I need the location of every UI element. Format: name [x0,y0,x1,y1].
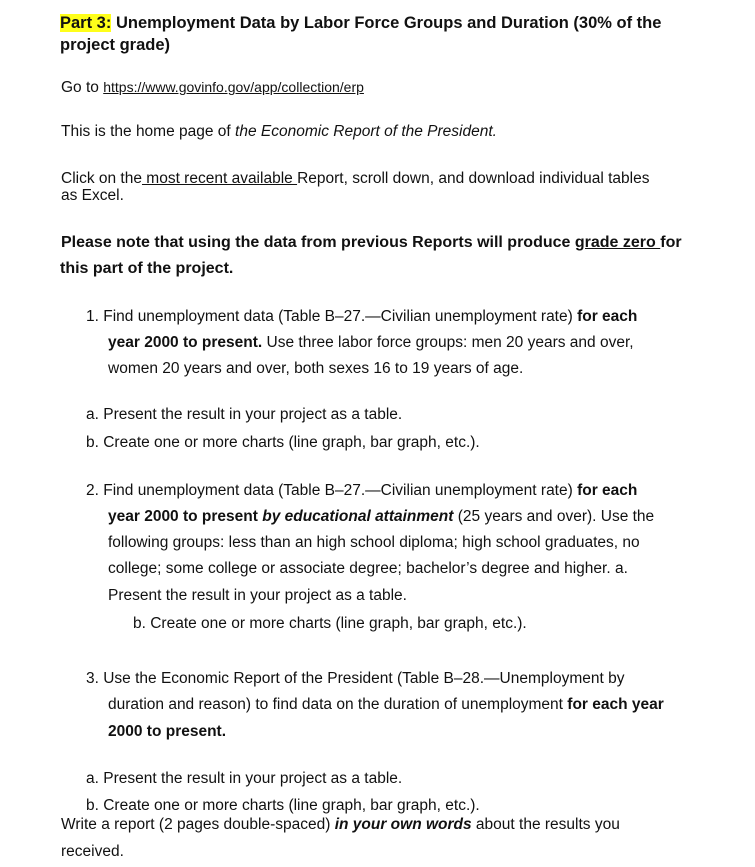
item1-line2-bold: year 2000 to present. [108,334,263,351]
note-line1 [61,234,682,252]
part-label: Part 3: [60,14,112,32]
item1-sub-b: b. Create one or more charts (line graph, bar graph, etc.). [86,434,480,451]
click-underlined: most recent available [141,170,298,187]
item3-sub-b: b. Create one or more charts (line graph, bar graph, etc.). [86,797,480,814]
item3-line1: 3. Use the Economic Report of the President (Table B–28.—Unemployment by [86,670,625,687]
click-prefix: Click on the [61,170,142,187]
item2-line5: Present the result in your project as a table. [108,587,407,604]
item2-bold: for each [577,482,638,499]
note-tail: for [660,234,682,251]
item3-sub-a: a. Present the result in your project as a table. [86,770,403,787]
part-heading [60,14,661,32]
item3-line2-prefix: duration and reason) to find data on the duration of unemployment [108,696,568,713]
note-line2: this part of the project. [60,260,234,277]
report-line1 [61,816,620,834]
note-text: Please note that using the data from previous Reports will produce [61,234,575,251]
item1-line2 [108,334,634,352]
goto-prefix: Go to [61,79,104,96]
item1-line2-rest: Use three labor force groups: men 20 years and over, [262,334,634,351]
homepage-italic: the Economic Report of the President. [235,123,497,140]
report-suffix: about the results you [471,816,620,833]
item2-line2 [108,508,654,526]
item2-prefix: 2. Find unemployment data (Table B–27.—Civilian unemployment rate) [86,482,578,499]
homepage-prefix: This is the home page of [61,123,236,140]
item2-line2-rest: (25 years and over). Use the [453,508,655,525]
item2-line3: following groups: less than an high school diploma; high school graduates, no [108,534,640,551]
note-grade-zero: grade zero [574,234,661,251]
report-line2: received. [61,843,124,860]
item1-line3: women 20 years and over, both sexes 16 to 19 years of age. [108,360,524,377]
item2-sub-b: b. Create one or more charts (line graph, bar graph, etc.). [133,615,527,632]
item1-sub-a: a. Present the result in your project as a table. [86,406,403,423]
click-line2: as Excel. [61,187,124,204]
erp-link[interactable]: https://www.govinfo.gov/app/collection/erp [103,79,364,95]
item2-line2-bold: year 2000 to present [108,508,263,525]
click-suffix: Report, scroll down, and download individual tables [297,170,650,187]
item2-line2-bolditalic: by educational attainment [262,508,454,525]
goto-line [61,78,364,97]
report-prefix: Write a report (2 pages double-spaced) [61,816,335,833]
report-bolditalic: in your own words [334,816,472,833]
item2-line4: college; some college or associate degree; bachelor’s degree and higher. a. [108,560,628,577]
item2-line1 [86,482,637,500]
item3-line2 [108,696,664,714]
click-line1 [61,170,649,188]
homepage-line [61,123,497,141]
item3-line3: 2000 to present. [108,723,227,740]
item1-line1 [86,308,637,326]
item1-prefix: 1. Find unemployment data (Table B–27.—Civilian unemployment rate) [86,308,578,325]
item1-bold: for each [577,308,638,325]
part-title-line2: project grade) [60,36,171,54]
part-title-line1: Unemployment Data by Labor Force Groups and Duration (30% of the [115,14,662,32]
item3-line2-bold: for each year [567,696,664,713]
